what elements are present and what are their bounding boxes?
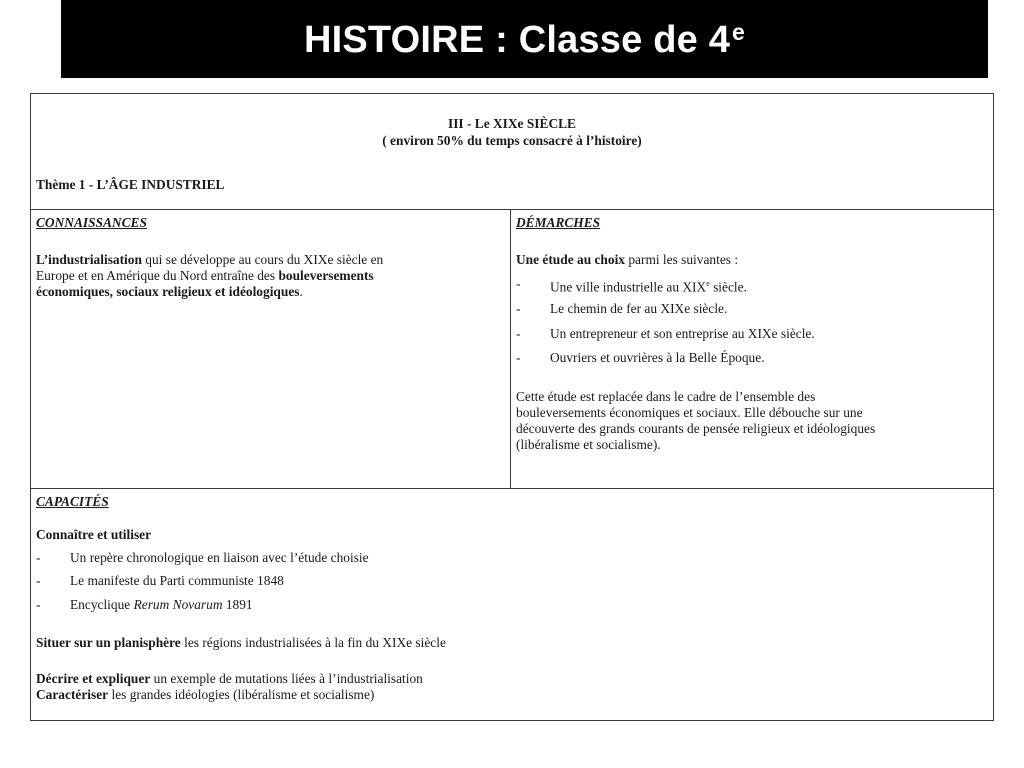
knowledge-approach-row <box>31 210 993 489</box>
capacites-cell <box>31 489 993 720</box>
header-line2: ( environ 50% du temps consacré à l’histoire) <box>382 133 642 148</box>
capacites-situer-bold: Situer sur un planisphère <box>36 635 181 650</box>
capacites-caracteriser <box>36 687 983 703</box>
demarches-note-line3: découverte des grands courants de pensée religieux et idéologiques <box>516 421 876 436</box>
demarches-note-line4: (libéralisme et socialisme). <box>516 437 661 452</box>
demarches-item-4: Ouvriers et ouvrières à la Belle Époque. <box>550 350 765 365</box>
capacites-item-3-a: Encyclique <box>70 597 134 612</box>
capacites-situer <box>36 635 983 651</box>
connaissances-text-2: Europe et en Amérique du Nord entraîne des <box>36 268 279 283</box>
connaissances-line2 <box>36 268 500 284</box>
demarches-note-line1: Cette étude est replacée dans le cadre de l’ensemble des <box>516 389 816 404</box>
program-table <box>30 93 994 721</box>
capacites-know-title: Connaître et utiliser <box>36 527 152 542</box>
page-banner <box>61 0 988 78</box>
connaissances-bold-1: L’industrialisation <box>36 252 142 267</box>
connaissances-text-1: qui se développe au cours du XIXe siècle en <box>141 252 384 267</box>
demarches-intro <box>516 252 983 268</box>
connaissances-line1 <box>36 252 500 268</box>
capacites-caracteriser-text: les grandes idéologies (libéralisme et socialisme) <box>108 687 375 702</box>
header-line1: III - Le XIXe SIÈCLE <box>448 116 576 131</box>
connaissances-text-3: . <box>299 284 303 299</box>
theme-title: Thème 1 - L’ÂGE INDUSTRIEL <box>36 177 225 192</box>
capacites-item-1: Un repère chronologique en liaison avec l’étude choisie <box>70 550 369 565</box>
capacites-caracteriser-bold: Caractériser <box>36 687 109 702</box>
capacites-decrire <box>36 671 983 687</box>
demarches-item-2: Le chemin de fer au XIXe siècle. <box>550 301 728 316</box>
table-header <box>31 94 993 210</box>
demarches-note-line2: bouleversements économiques et sociaux. Elle débouche sur une <box>516 405 863 420</box>
list-dash: - <box>516 326 521 341</box>
connaissances-cell <box>31 210 511 488</box>
demarches-intro-text: parmi les suivantes : <box>625 252 739 267</box>
list-dash: - <box>516 301 521 316</box>
banner-superscript: e <box>732 19 746 45</box>
capacites-item-3 <box>70 597 253 613</box>
connaissances-bold-2: bouleversements <box>278 268 374 283</box>
list-dash: - <box>516 350 521 365</box>
demarches-item-3: Un entrepreneur et son entreprise au XIXe siècle. <box>550 326 815 341</box>
capacites-decrire-bold: Décrire et expliquer <box>36 671 151 686</box>
demarches-item-1-text: Une ville industrielle au XIX <box>550 279 707 295</box>
list-dash: - <box>36 573 41 588</box>
connaissances-bold-3: économiques, sociaux religieux et idéologiques <box>36 284 300 299</box>
capacites-decrire-text: un exemple de mutations liées à l’industrialisation <box>150 671 423 686</box>
demarches-cell <box>512 210 993 488</box>
capacites-situer-text: les régions industrialisées à la fin du XIXe siècle <box>180 635 446 650</box>
connaissances-line3 <box>36 284 500 300</box>
banner-title: HISTOIRE : Classe de 4 <box>303 19 731 61</box>
demarches-item-1 <box>550 276 747 296</box>
list-dash: - <box>36 597 41 612</box>
demarches-item-1-sup: e <box>706 279 710 288</box>
list-dash: - <box>516 276 521 291</box>
demarches-item-1-tail: siècle. <box>709 279 747 295</box>
list-dash: - <box>36 550 41 565</box>
capacites-title: CAPACITÉS <box>36 494 109 509</box>
connaissances-title: CONNAISSANCES <box>36 215 147 230</box>
capacites-item-3-b: 1891 <box>222 597 253 612</box>
demarches-intro-bold: Une étude au choix <box>516 252 625 267</box>
demarches-title: DÉMARCHES <box>516 215 601 230</box>
capacites-item-2: Le manifeste du Parti communiste 1848 <box>70 573 284 588</box>
capacites-item-3-italic: Rerum Novarum <box>133 597 223 612</box>
